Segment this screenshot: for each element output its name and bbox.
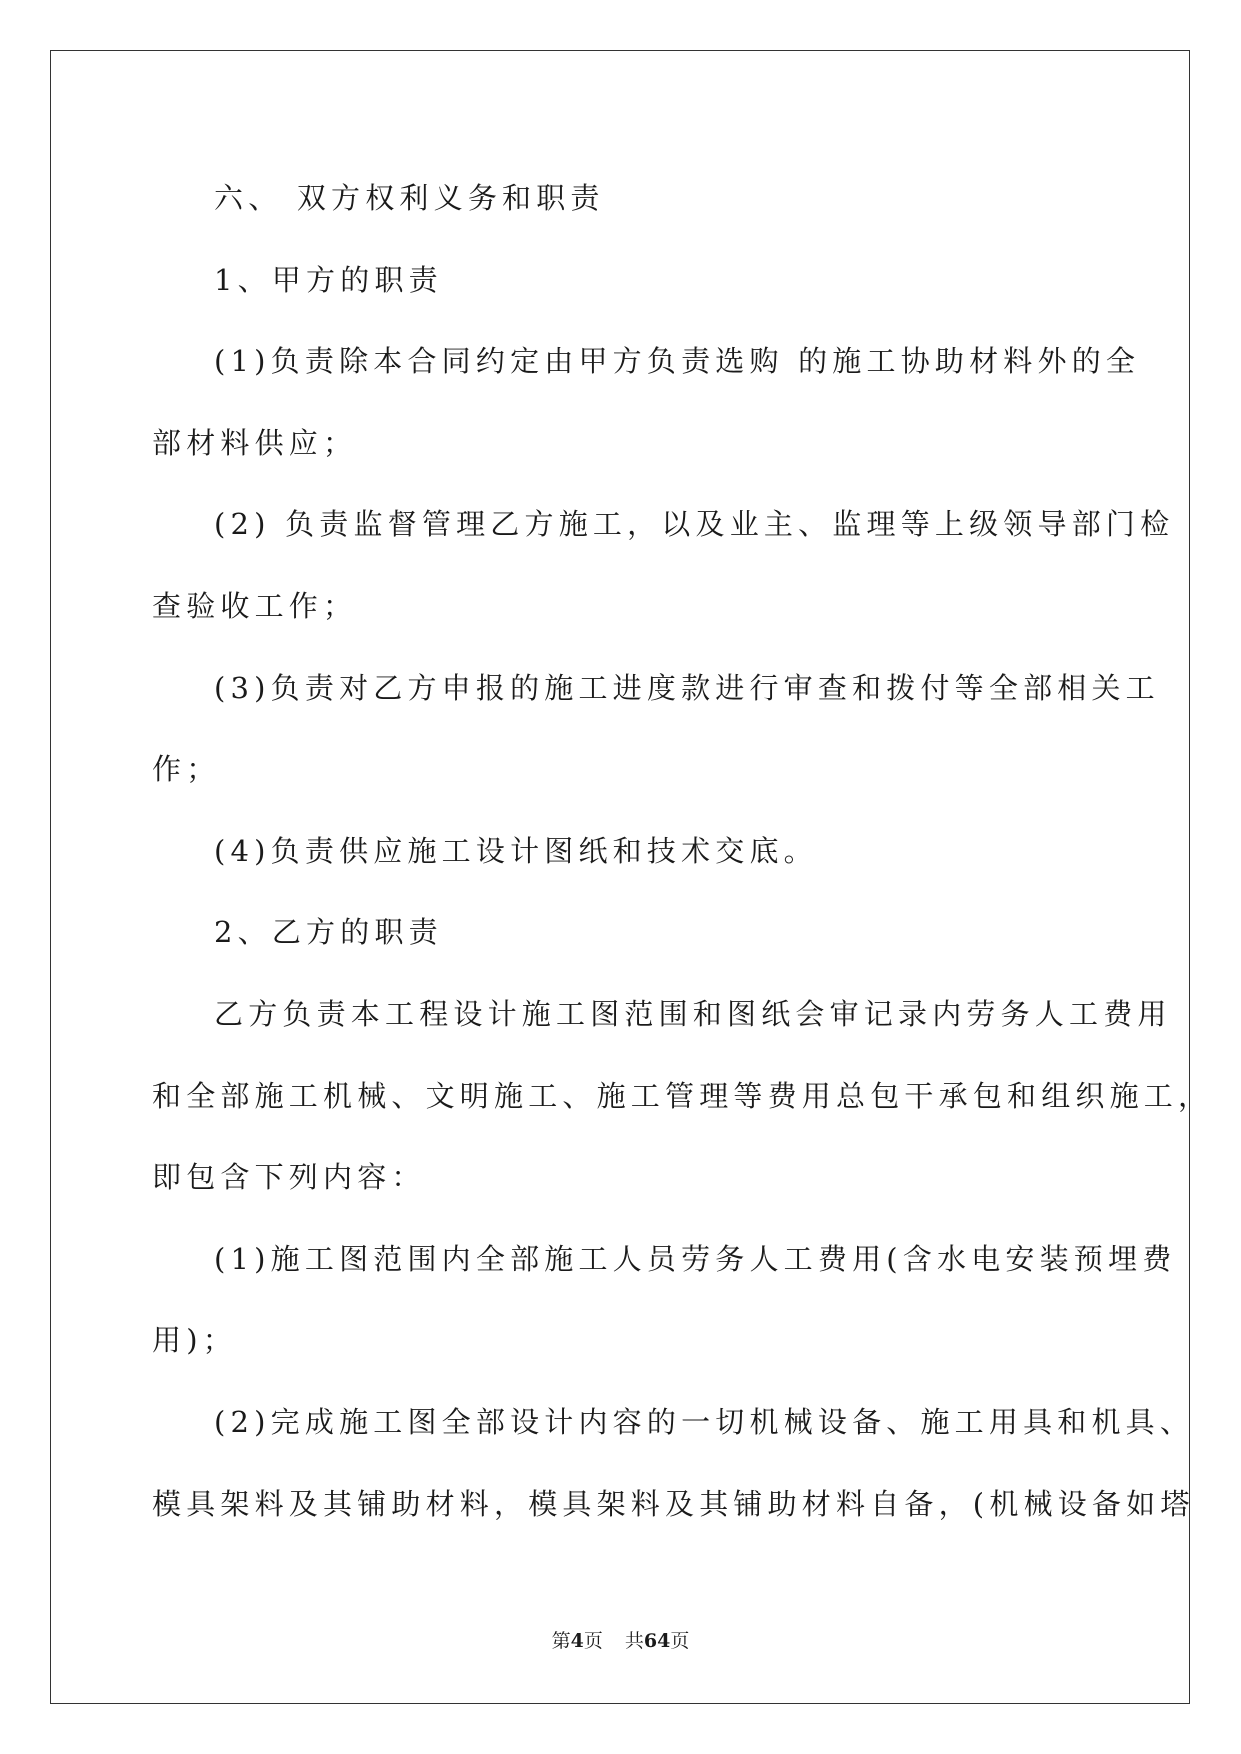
paragraph-line: 用)； xyxy=(152,1323,237,1358)
paragraph-line: 和全部施工机械、文明施工、施工管理等费用总包干承包和组织施工， xyxy=(152,1078,1213,1113)
paragraph-line: (2) 负责监督管理乙方施工，以及业主、监理等上级领导部门检 xyxy=(214,507,1175,542)
page-number: 4 xyxy=(570,1630,584,1652)
document-body xyxy=(152,158,1213,1545)
subsection-heading: 2、乙方的职责 xyxy=(214,915,443,950)
page-footer xyxy=(0,1626,1241,1653)
page-prefix: 第 xyxy=(551,1630,571,1652)
paragraph-line: 即包含下列内容： xyxy=(152,1160,426,1195)
paragraph-line: (1)施工图范围内全部施工人员劳务人工费用(含水电安装预埋费 xyxy=(214,1241,1177,1276)
total-suffix: 页 xyxy=(670,1630,690,1652)
total-pages: 64 xyxy=(643,1630,671,1652)
section-heading: 六、 双方权利义务和职责 xyxy=(214,181,605,215)
subsection-heading: 1、甲方的职责 xyxy=(214,262,443,297)
paragraph-line: 查验收工作； xyxy=(152,588,358,623)
total-prefix: 共 xyxy=(624,1630,644,1652)
paragraph-line: (1)负责除本合同约定由甲方负责选购 的施工协助材料外的全 xyxy=(214,344,1141,379)
paragraph-line: 乙方负责本工程设计施工图范围和图纸会审记录内劳务人工费用 xyxy=(214,996,1172,1031)
paragraph-line: (4)负责供应施工设计图纸和技术交底。 xyxy=(214,833,818,868)
paragraph-line: (3)负责对乙方申报的施工进度款进行审查和拨付等全部相关工 xyxy=(214,670,1160,705)
paragraph-line: (2)完成施工图全部设计内容的一切机械设备、施工用具和机具、 xyxy=(214,1404,1195,1439)
paragraph-line: 模具架料及其铺助材料，模具架料及其铺助材料自备，(机械设备如塔 xyxy=(152,1486,1195,1521)
paragraph-line: 作； xyxy=(152,752,221,787)
page-suffix: 页 xyxy=(583,1630,603,1652)
paragraph-line: 部材料供应； xyxy=(152,425,358,460)
